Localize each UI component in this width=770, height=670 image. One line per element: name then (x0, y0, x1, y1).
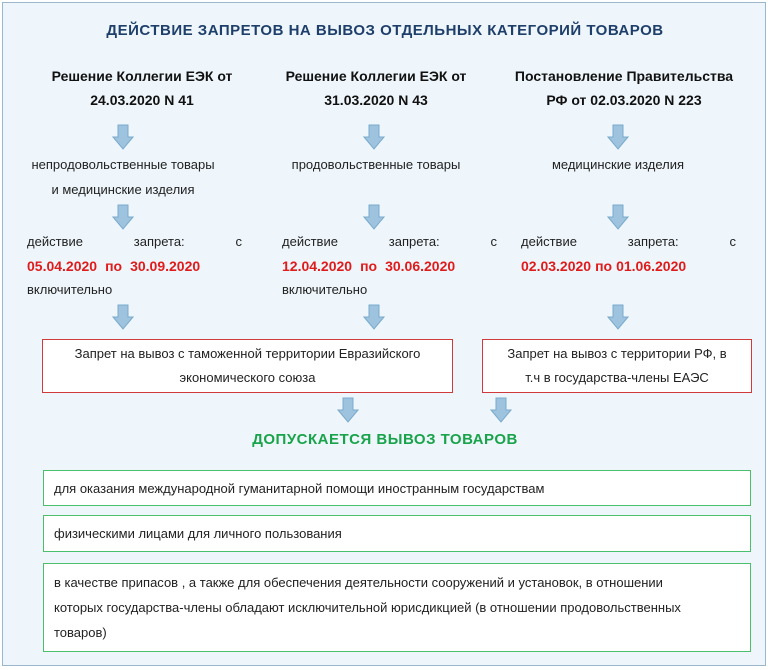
down-arrow-icon (112, 204, 134, 230)
period-word: с (490, 234, 497, 249)
allowed-box-supplies (43, 563, 751, 652)
column-3-dates (521, 254, 736, 278)
column-2-source-line2: 31.03.2020 N 43 (324, 92, 428, 108)
column-1-category-line1: непродовольственные товары (31, 157, 215, 172)
period-word: действие (521, 234, 577, 249)
period-word: с (235, 234, 242, 249)
date-from: 02.03.2020 (521, 258, 592, 274)
column-1-category (3, 152, 243, 202)
date-separator: по (105, 258, 123, 274)
inclusive-note: включительно (282, 282, 368, 297)
ban-rf-line1: Запрет на вывоз с территории РФ, в (507, 346, 727, 361)
date-from: 12.04.2020 (282, 258, 353, 274)
ban-box-rf (482, 339, 752, 393)
column-3-source (499, 64, 749, 112)
column-1-dates (27, 254, 242, 278)
column-3-category-line1: медицинские изделия (551, 157, 685, 172)
down-arrow-icon (490, 397, 512, 423)
period-word: запрета: (133, 234, 185, 249)
down-arrow-icon (112, 304, 134, 330)
column-1-category-line2: и медицинские изделия (51, 182, 195, 197)
period-word: запрета: (627, 234, 679, 249)
down-arrow-icon (607, 124, 629, 150)
column-2-category (256, 152, 496, 177)
date-from: 05.04.2020 (27, 258, 98, 274)
column-2-source-line1: Решение Коллегии ЕЭК от (285, 68, 467, 84)
column-3-source-line1: Постановление Правительства (514, 68, 734, 84)
period-word: действие (282, 234, 338, 249)
allowed-supplies-line2: которых государства-члены обладают исключительной юрисдикцией (в отношении продовольственных (54, 600, 681, 615)
date-separator: по (360, 258, 378, 274)
column-3-period (521, 230, 736, 278)
ban-eaeu-line1: Запрет на вывоз с таможенной территории Евразийского (74, 346, 421, 361)
date-to: 01.06.2020 (616, 258, 687, 274)
column-1-period (27, 230, 242, 302)
date-to: 30.09.2020 (130, 258, 201, 274)
allowed-box-personal (43, 515, 751, 552)
allowed-supplies-line3: товаров) (54, 625, 107, 640)
down-arrow-icon (607, 304, 629, 330)
column-2-dates (282, 254, 497, 278)
column-3-source-line2: РФ от 02.03.2020 N 223 (546, 92, 702, 108)
column-2-source (261, 64, 491, 112)
allowed-title: ДОПУСКАЕТСЯ ВЫВОЗ ТОВАРОВ (252, 431, 518, 448)
allowed-supplies-line1: в качестве припасов , а также для обеспечения деятельности сооружений и установок, в отношении (54, 575, 663, 590)
period-word: с (729, 234, 736, 249)
column-1-source-line2: 24.03.2020 N 41 (90, 92, 194, 108)
inclusive-note: включительно (27, 282, 113, 297)
column-1-source-line1: Решение Коллегии ЕЭК от (51, 68, 233, 84)
down-arrow-icon (337, 397, 359, 423)
date-separator: по (595, 258, 613, 274)
allowed-personal-text: физическими лицами для личного пользования (54, 526, 342, 541)
period-word: действие (27, 234, 83, 249)
period-word: запрета: (388, 234, 440, 249)
allowed-humanitarian-text: для оказания международной гуманитарной помощи иностранным государствам (54, 480, 545, 496)
column-2-category-line1: продовольственные товары (291, 157, 461, 172)
column-2-period (282, 230, 497, 302)
column-1-source (27, 64, 257, 112)
ban-box-eaeu (42, 339, 453, 393)
column-3-category (498, 152, 738, 177)
down-arrow-icon (363, 124, 385, 150)
date-to: 30.06.2020 (385, 258, 456, 274)
down-arrow-icon (112, 124, 134, 150)
ban-eaeu-line2: экономического союза (179, 370, 316, 385)
down-arrow-icon (363, 204, 385, 230)
allowed-box-humanitarian (43, 470, 751, 506)
ban-rf-line2: т.ч в государства-члены ЕАЭС (525, 370, 709, 385)
down-arrow-icon (363, 304, 385, 330)
diagram-title: ДЕЙСТВИЕ ЗАПРЕТОВ НА ВЫВОЗ ОТДЕЛЬНЫХ КАТЕГОРИЙ ТОВАРОВ (106, 22, 664, 39)
down-arrow-icon (607, 204, 629, 230)
